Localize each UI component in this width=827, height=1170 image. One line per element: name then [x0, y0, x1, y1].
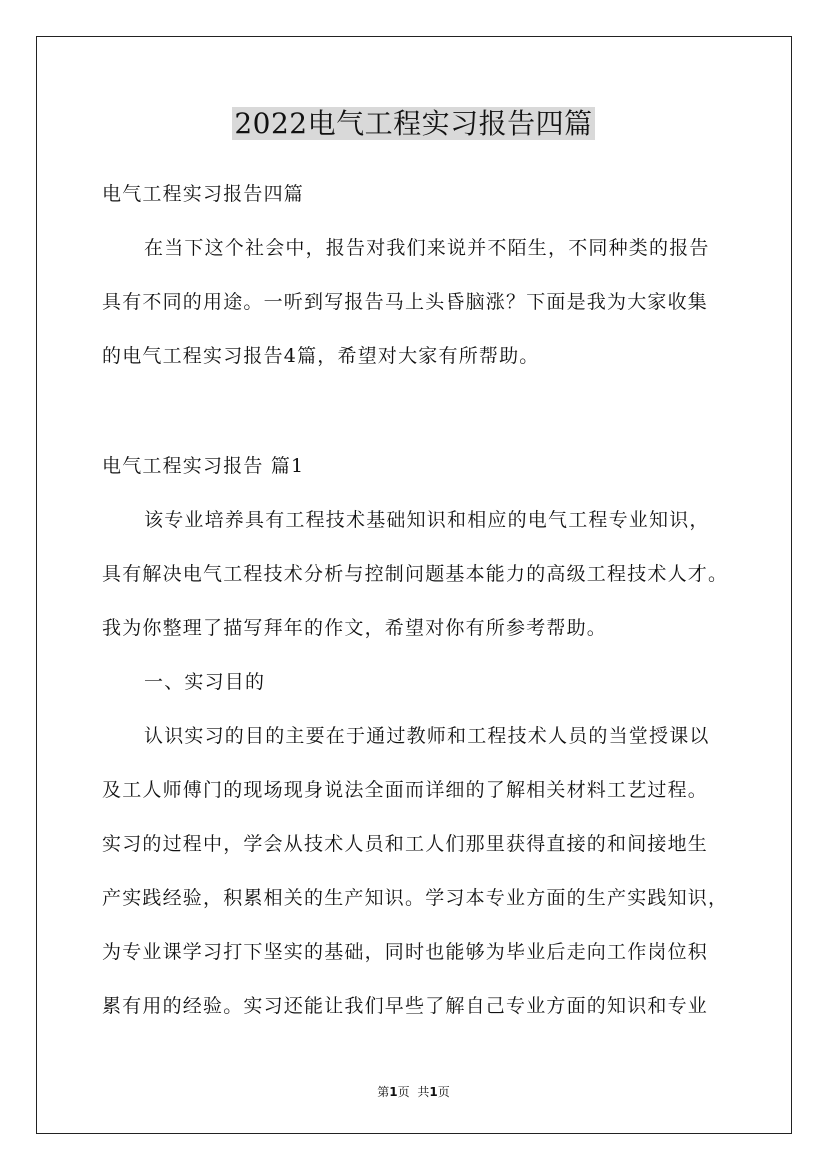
- intro-line: 的电气工程实习报告4篇，希望对大家有所帮助。: [102, 345, 540, 367]
- document-title: [0, 104, 827, 144]
- paragraph-line: 产实践经验，积累相关的生产知识。学习本专业方面的生产实践知识，: [102, 887, 729, 909]
- page-footer: [0, 1084, 827, 1100]
- paragraph-line: 我为你整理了描写拜年的作文，希望对你有所参考帮助。: [102, 617, 608, 639]
- total-label-prefix: 共: [417, 1085, 430, 1099]
- page-number: 1: [389, 1085, 398, 1099]
- page-label-prefix: 第: [377, 1085, 390, 1099]
- paragraph-line: 累有用的经验。实习还能让我们早些了解自己专业方面的知识和专业: [102, 995, 709, 1017]
- paragraph-line: 及工人师傅门的现场现身说法全面而详细的了解相关材料工艺过程。: [102, 779, 709, 801]
- document-subtitle: 电气工程实习报告四篇: [102, 183, 305, 205]
- paragraph-line: 实习的过程中，学会从技术人员和工人们那里获得直接的和间接地生: [102, 833, 709, 855]
- intro-line: 在当下这个社会中，报告对我们来说并不陌生，不同种类的报告: [144, 237, 710, 259]
- paragraph-line: 该专业培养具有工程技术基础知识和相应的电气工程专业知识，: [144, 509, 710, 531]
- intro-line: 具有不同的用途。一听到写报告马上头昏脑涨？下面是我为大家收集: [102, 291, 709, 313]
- document-title-text: 2022电气工程实习报告四篇: [234, 107, 593, 140]
- paragraph-line: 认识实习的目的主要在于通过教师和工程技术人员的当堂授课以: [144, 725, 710, 747]
- section-heading: 电气工程实习报告 篇1: [102, 455, 305, 477]
- subheading: 一、实习目的: [144, 671, 266, 693]
- paragraph-line: 具有解决电气工程技术分析与控制问题基本能力的高级工程技术人才。: [102, 563, 729, 585]
- total-pages: 1: [429, 1085, 438, 1099]
- page-label-suffix: 页: [397, 1085, 410, 1099]
- paragraph-line: 为专业课学习打下坚实的基础，同时也能够为毕业后走向工作岗位积: [102, 941, 709, 963]
- total-label-suffix: 页: [437, 1085, 450, 1099]
